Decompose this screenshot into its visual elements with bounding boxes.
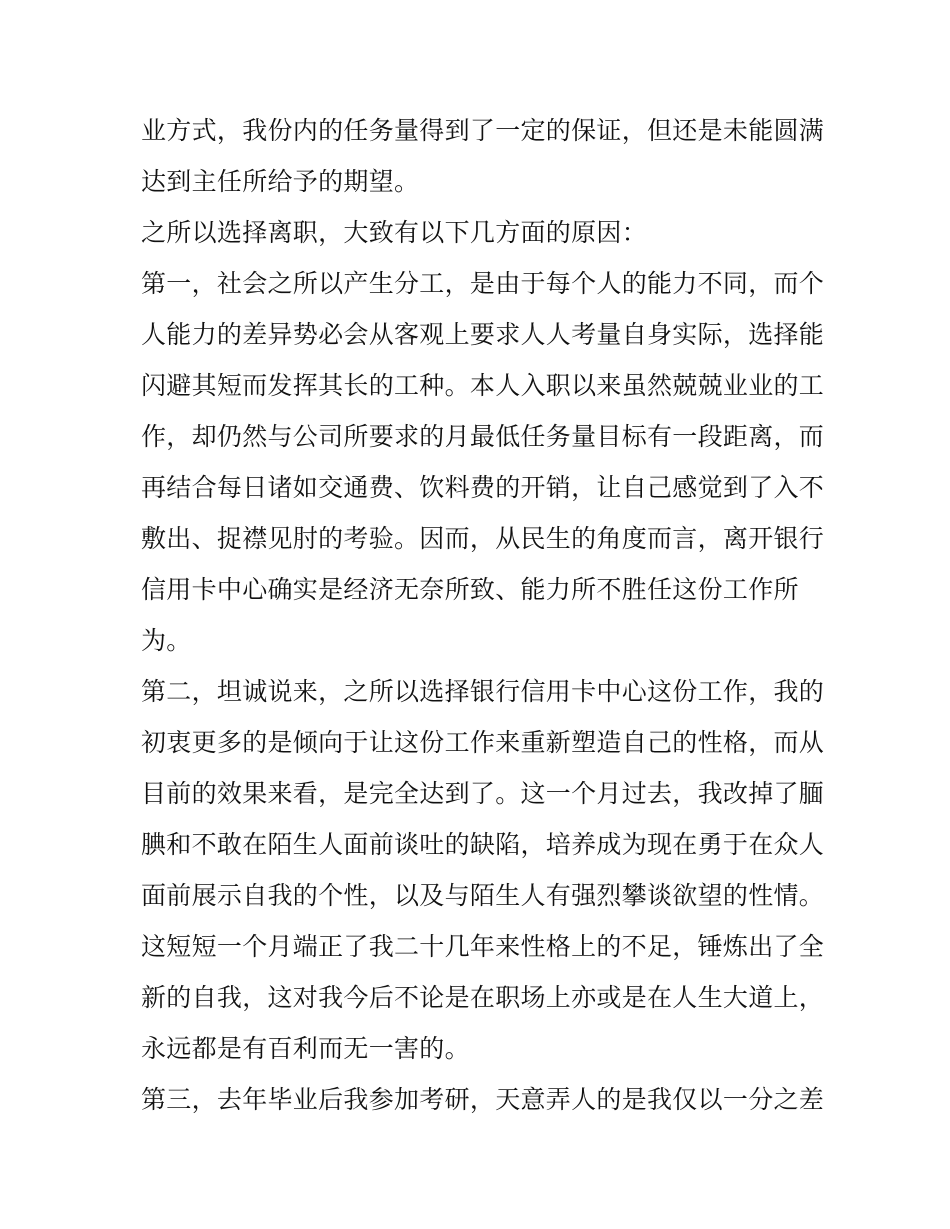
text-line: 第一，社会之所以产生分工，是由于每个人的能力不同，而个 xyxy=(141,269,825,298)
text-line: 这短短一个月端正了我二十几年来性格上的不足，锤炼出了全 xyxy=(141,932,825,961)
text-line: 永远都是有百利而无一害的。 xyxy=(141,1034,470,1063)
text-line: 为。 xyxy=(141,626,192,655)
text-line: 面前展示自我的个性，以及与陌生人有强烈攀谈欲望的性情。 xyxy=(141,881,825,910)
text-line: 信用卡中心确实是经济无奈所致、能力所不胜任这份工作所 xyxy=(141,575,799,604)
text-line: 人能力的差异势必会从客观上要求人人考量自身实际，选择能 xyxy=(141,320,825,349)
text-line: 目前的效果来看，是完全达到了。这一个月过去，我改掉了腼 xyxy=(141,779,825,808)
text-line: 作，却仍然与公司所要求的月最低任务量目标有一段距离，而 xyxy=(141,422,825,451)
text-line: 达到主任所给予的期望。 xyxy=(141,167,420,196)
text-line: 业方式，我份内的任务量得到了一定的保证，但还是未能圆满 xyxy=(141,116,825,145)
text-line: 之所以选择离职，大致有以下几方面的原因： xyxy=(141,218,648,247)
text-line: 腆和不敢在陌生人面前谈吐的缺陷，培养成为现在勇于在众人 xyxy=(141,830,825,859)
text-line: 第三，去年毕业后我参加考研，天意弄人的是我仅以一分之差 xyxy=(141,1085,825,1114)
text-line: 新的自我，这对我今后不论是在职场上亦或是在人生大道上， xyxy=(141,983,825,1012)
text-line: 敷出、捉襟见肘的考验。因而，从民生的角度而言，离开银行 xyxy=(141,524,825,553)
body-text xyxy=(141,105,825,1125)
text-line: 再结合每日诸如交通费、饮料费的开销，让自己感觉到了入不 xyxy=(141,473,825,502)
text-line: 第二，坦诚说来，之所以选择银行信用卡中心这份工作，我的 xyxy=(141,677,825,706)
text-line: 闪避其短而发挥其长的工种。本人入职以来虽然兢兢业业的工 xyxy=(141,371,825,400)
text-line: 初衷更多的是倾向于让这份工作来重新塑造自己的性格，而从 xyxy=(141,728,825,757)
